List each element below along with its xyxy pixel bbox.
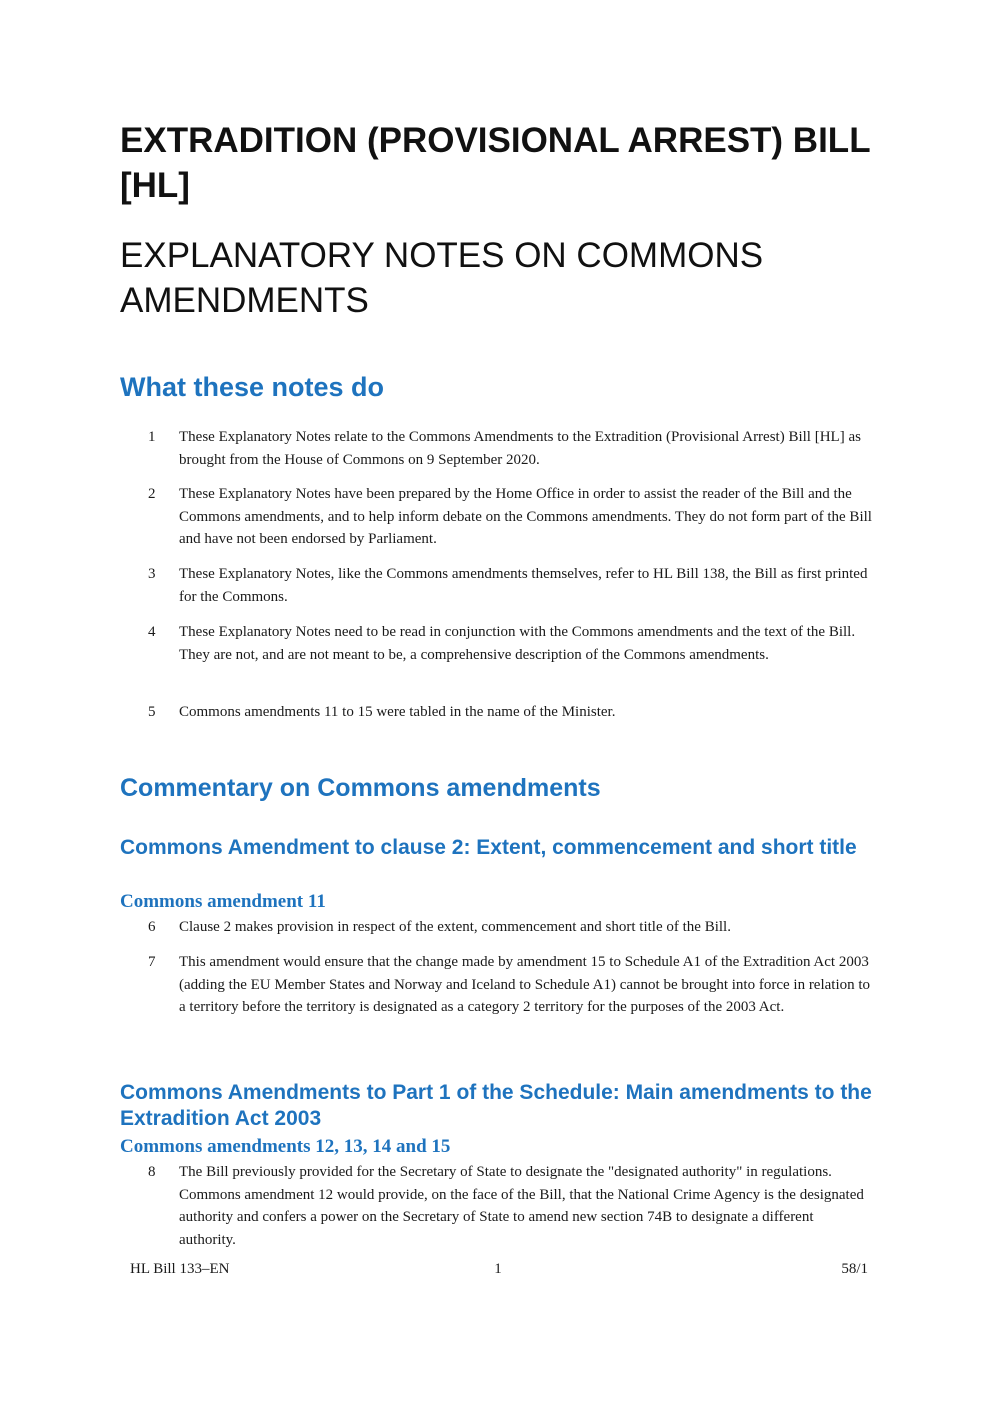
- paragraph-text: This amendment would ensure that the change made by amendment 15 to Schedule A1 of the Extradition Act 2003 (adding the EU Member States and Norway and Iceland to Schedule A1) cannot be brought into force in relation to a territory before the territory is designated as a category 2 territory for the purposes of the 2003 Act.: [179, 954, 871, 1015]
- footer-print-reference: 58/1: [841, 1261, 868, 1277]
- document-title: EXTRADITION (PROVISIONAL ARREST) BILL [HL]: [120, 121, 870, 205]
- paragraph-number: 1: [148, 429, 156, 445]
- paragraph-text: These Explanatory Notes have been prepared by the Home Office in order to assist the reader of the Bill and the Commons amendments, and to help inform debate on the Commons amendments. They do not form part of the Bill and have not been endorsed by Parliament.: [179, 486, 872, 547]
- paragraph-4: [120, 621, 872, 666]
- paragraph-1: [120, 426, 872, 471]
- paragraph-number: 5: [148, 704, 156, 720]
- subsection-subheading-amendment-11: Commons amendment 11: [120, 891, 326, 912]
- paragraph-7: [120, 951, 872, 1019]
- subsection-heading-clause-2: Commons Amendment to clause 2: Extent, commencement and short title: [120, 836, 857, 859]
- paragraph-number: 2: [148, 486, 156, 502]
- paragraph-2: [120, 483, 872, 551]
- paragraph-number: 3: [148, 566, 156, 582]
- paragraph-8: [120, 1161, 872, 1251]
- paragraph-text: These Explanatory Notes relate to the Commons Amendments to the Extradition (Provisional Arrest) Bill [HL] as brought from the House of Commons on 9 September 2020.: [179, 429, 861, 468]
- section-heading-commentary: Commentary on Commons amendments: [120, 774, 601, 802]
- paragraph-number: 8: [148, 1164, 156, 1180]
- footer-page-number: 1: [494, 1261, 502, 1277]
- footer-bill-reference: HL Bill 133–EN: [130, 1261, 230, 1277]
- subsection-heading-part-1-schedule: Commons Amendments to Part 1 of the Schedule: Main amendments to the Extradition Act 2003: [120, 1081, 872, 1130]
- paragraph-5: [120, 701, 872, 724]
- paragraph-text: These Explanatory Notes need to be read in conjunction with the Commons amendments and the text of the Bill. They are not, and are not meant to be, a comprehensive description of the Commons amendments.: [179, 624, 856, 663]
- paragraph-number: 7: [148, 954, 156, 970]
- paragraph-3: [120, 563, 872, 608]
- paragraph-text: The Bill previously provided for the Secretary of State to designate the "designated authority" in regulations. Commons amendment 12 would provide, on the face of the Bill, that the National Crime Agency is the designated authority and confers a power on the Secretary of State to amend new section 74B to designate a different authority.: [179, 1164, 864, 1248]
- paragraph-6: [120, 916, 872, 939]
- document-subtitle: EXPLANATORY NOTES ON COMMONS AMENDMENTS: [120, 236, 764, 320]
- subsection-subheading-amendments-12-15: Commons amendments 12, 13, 14 and 15: [120, 1136, 451, 1157]
- paragraph-text: These Explanatory Notes, like the Commons amendments themselves, refer to HL Bill 138, the Bill as first printed for the Commons.: [179, 566, 868, 605]
- section-heading-what-these-notes-do: What these notes do: [120, 372, 385, 402]
- paragraph-number: 4: [148, 624, 156, 640]
- paragraph-text: Commons amendments 11 to 15 were tabled in the name of the Minister.: [179, 704, 616, 720]
- page-footer: [0, 1258, 991, 1282]
- paragraph-number: 6: [148, 919, 156, 935]
- paragraph-text: Clause 2 makes provision in respect of the extent, commencement and short title of the Bill.: [179, 919, 731, 935]
